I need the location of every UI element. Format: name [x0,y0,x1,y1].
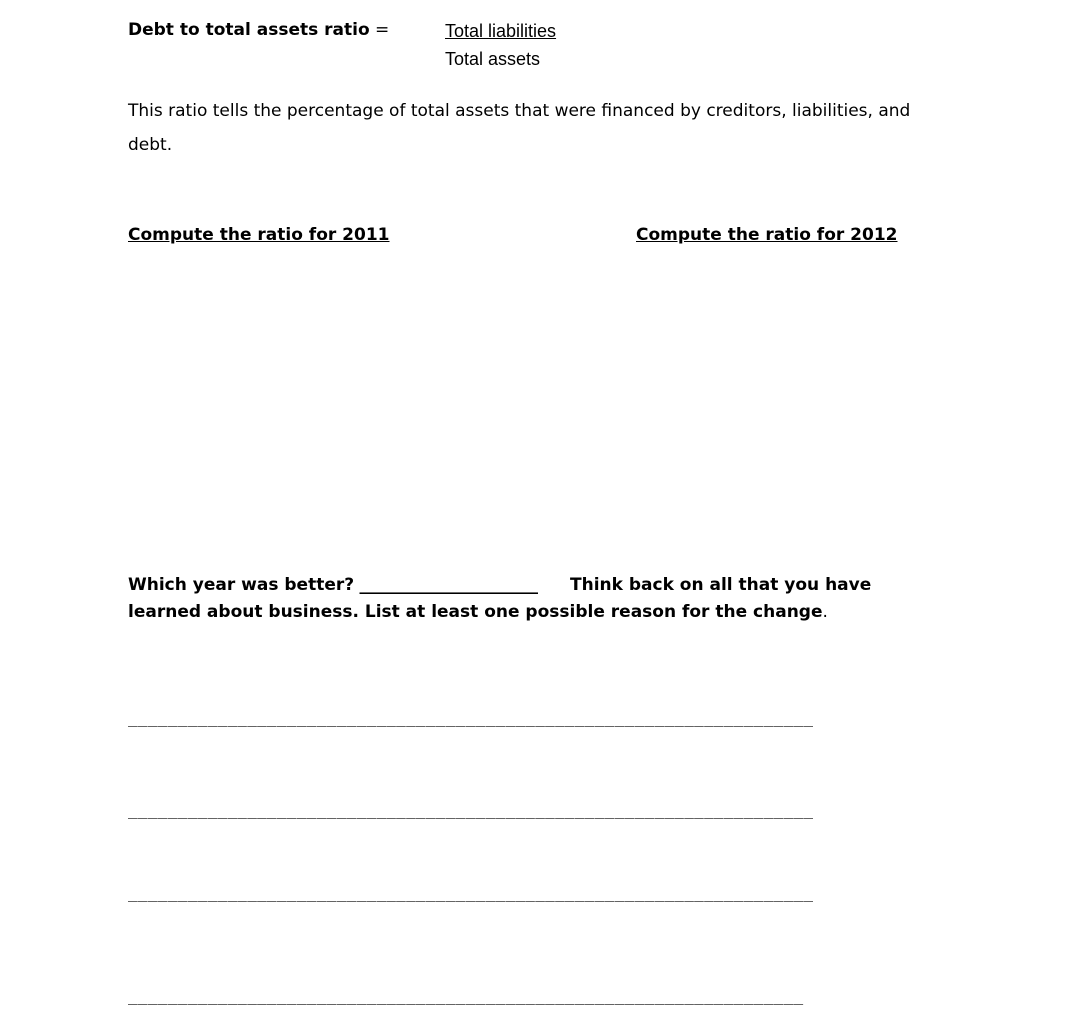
formula-name: Debt to total assets ratio [128,20,370,40]
question-prompt: Which year was better? [128,575,355,595]
answer-line[interactable]: _____________________________________________________________________ [128,800,814,819]
compute-2012-heading: Compute the ratio for 2012 [636,225,898,245]
answer-line[interactable]: _____________________________________________________________________ [128,708,814,727]
formula-numerator: Total liabilities [445,21,557,41]
formula-label [128,20,389,40]
question-follow-up: Think back on all that you have learned about business. List at least one possible reason for the change [128,575,872,622]
answer-line[interactable]: _____________________________________________________________________ [128,883,814,902]
question-answer-blank[interactable]: _____________________ [359,575,539,595]
ratio-explanation: This ratio tells the percentage of total assets that were financed by creditors, liabilities, and debt. [128,101,911,155]
answer-line[interactable]: ____________________________________________________________________ [128,986,804,1005]
question-end-punct: . [822,602,828,622]
formula-denominator: Total assets [445,49,541,69]
formula-equals: = [375,20,390,40]
compute-2011-heading: Compute the ratio for 2011 [128,225,390,245]
question-paragraph [128,572,948,626]
